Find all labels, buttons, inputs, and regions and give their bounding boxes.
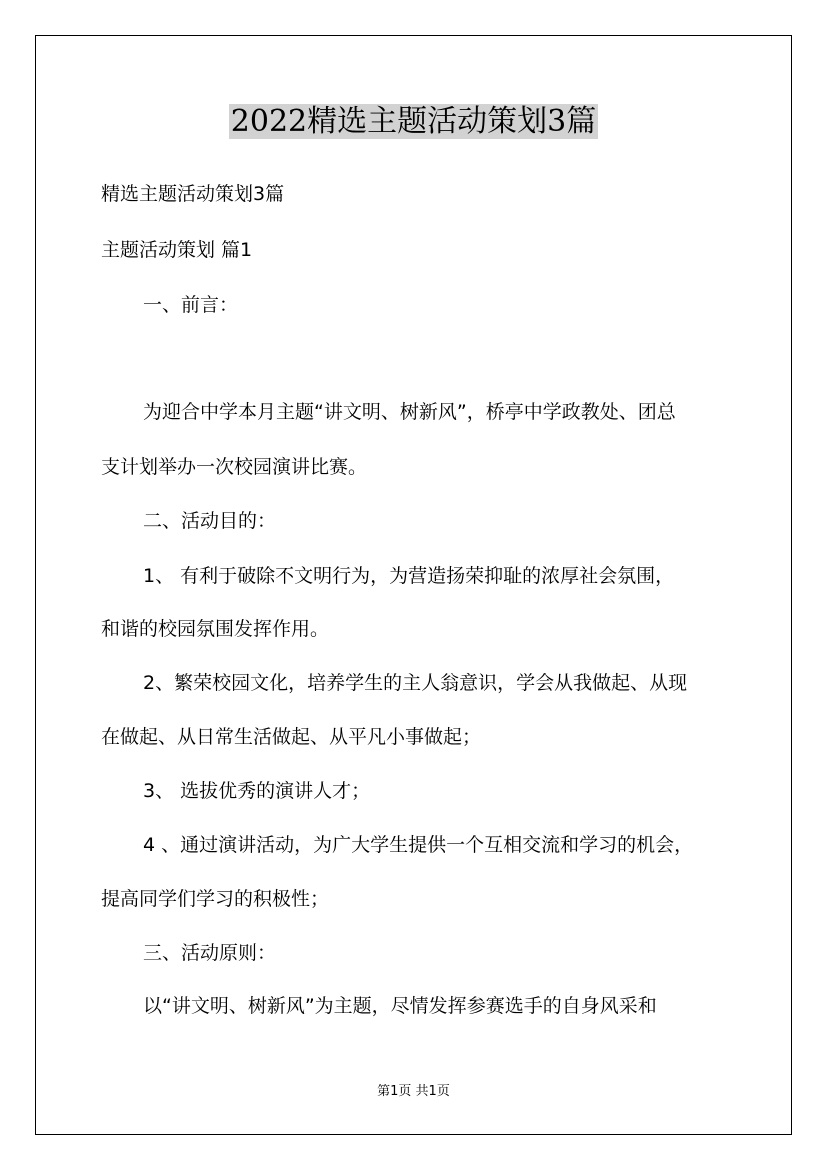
page-footer: 第1页 共1页 <box>377 1084 450 1099</box>
body-line: 2、繁荣校园文化，培养学生的主人翁意识，学会从我做起、从现 <box>143 672 688 694</box>
body-line: 4 、通过演讲活动，为广大学生提供一个互相交流和学习的机会， <box>143 834 694 856</box>
body-line: 3、 选拔优秀的演讲人才； <box>143 780 371 802</box>
body-line: 在做起、从日常生活做起、从平凡小事做起； <box>101 726 482 748</box>
body-line: 以“讲文明、树新风”为主题，尽情发挥参赛选手的自身风采和 <box>143 995 657 1017</box>
body-line: 1、 有利于破除不文明行为，为营造扬荣抑耻的浓厚社会氛围， <box>143 565 675 587</box>
document-title-text: 2022精选主题活动策划3篇 <box>230 104 597 139</box>
subtitle: 精选主题活动策划3篇 <box>101 183 285 205</box>
body-line: 和谐的校园氛围发挥作用。 <box>101 618 330 640</box>
body-line: 三、活动原则： <box>143 942 277 964</box>
section-heading: 主题活动策划 篇1 <box>101 239 253 261</box>
document-title <box>0 100 827 144</box>
body-line: 支计划举办一次校园演讲比赛。 <box>101 456 368 478</box>
body-line: 一、前言： <box>143 294 239 316</box>
body-line: 二、活动目的： <box>143 510 277 532</box>
body-line: 为迎合中学本月主题“讲文明、树新风”，桥亭中学政教处、团总 <box>143 401 676 423</box>
body-line: 提高同学们学习的积极性； <box>101 888 330 910</box>
